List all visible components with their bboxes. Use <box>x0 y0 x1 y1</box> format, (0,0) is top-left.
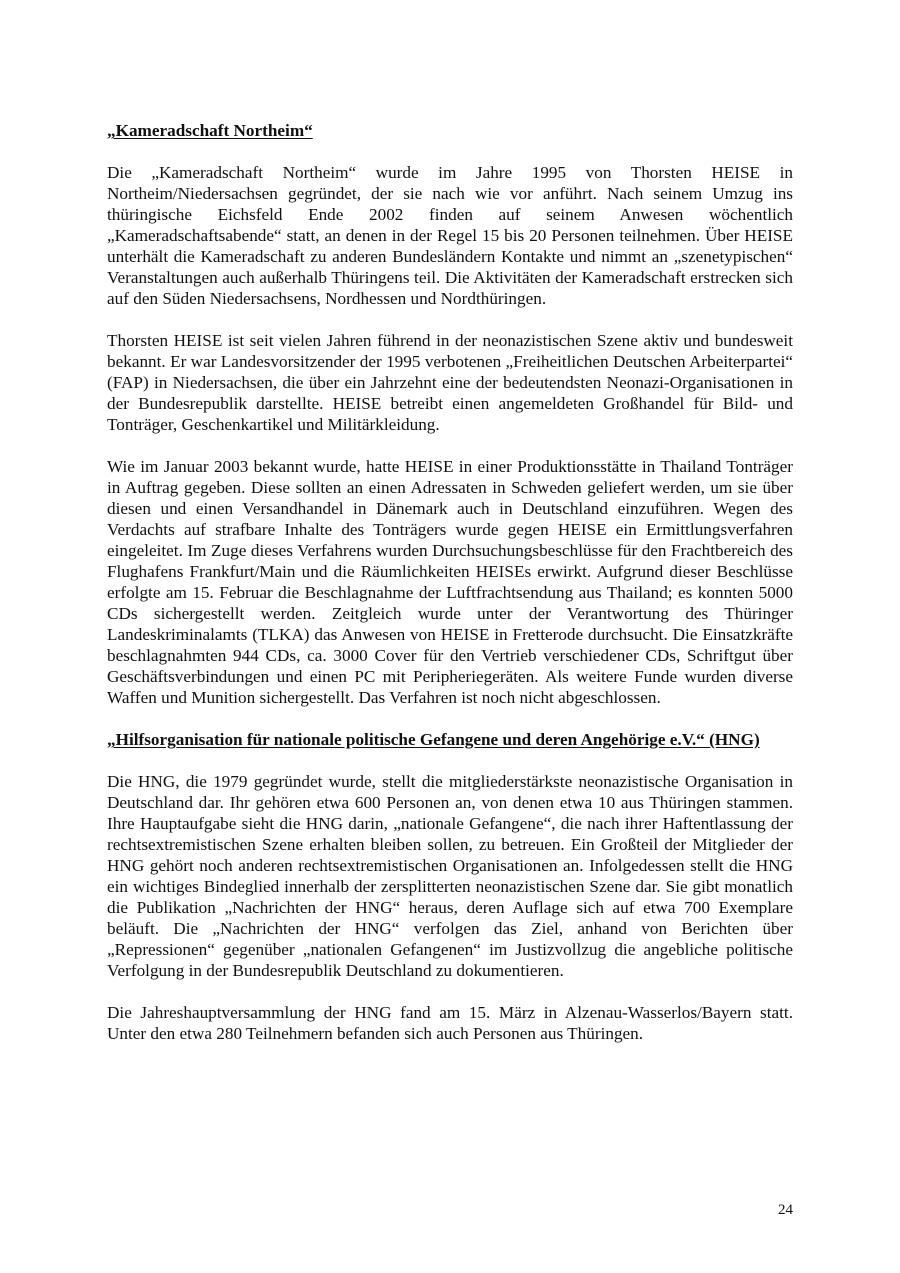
section-heading-kameradschaft-northeim: „Kameradschaft Northeim“ <box>107 121 313 140</box>
paragraph-kameradschaft-founding: Die „Kameradschaft Northeim“ wurde im Jahre 1995 von Thorsten HEISE in Northeim/Niedersachsen gegründet, der sie nach wie vor anführt. Nach seinem Umzug ins thüringische Eichsfeld Ende 2002 finden auf seinem Anwesen wöchentlich „Kameradschaftsabende“ statt, an denen in der Regel 15 bis 20 Personen teilnehmen. Über HEISE unterhält die Kameradschaft zu anderen Bundesländern Kontakte und nimmt an „szenetypischen“ Veranstaltungen auch außerhalb Thüringens teil. Die Aktivitäten der Kameradschaft erstrecken sich auf den Süden Niedersachsens, Nordhessen und Nordthüringen. <box>107 163 793 308</box>
paragraph-heise-profile: Thorsten HEISE ist seit vielen Jahren führend in der neonazistischen Szene aktiv und bundesweit bekannt. Er war Landesvorsitzender der 1995 verbotenen „Freiheitlichen Deutschen Arbeiterpartei“ (FAP) in Niedersachsen, die über ein Jahrzehnt eine der bedeutendsten Neonazi-Organisationen in der Bundesrepublik darstellte. HEISE betreibt einen angemeldeten Großhandel für Bild- und Tonträger, Geschenkartikel und Militärkleidung. <box>107 331 793 434</box>
paragraph-hng-description: Die HNG, die 1979 gegründet wurde, stellt die mitgliederstärkste neonazistische Organisation in Deutschland dar. Ihr gehören etwa 600 Personen an, von denen etwa 10 aus Thüringen stammen. Ihre Hauptaufgabe sieht die HNG darin, „nationale Gefangene“, die nach ihrer Haftentlassung der rechtsextremistischen Szene erhalten bleiben sollen, zu betreuen. Ein Großteil der Mitglieder der HNG gehört noch anderen rechtsextremistischen Organisationen an. Infolgedessen stellt die HNG ein wichtiges Bindeglied innerhalb der zersplitterten neonazistischen Szene dar. Sie gibt monatlich die Publikation „Nachrichten der HNG“ heraus, deren Auflage sich auf etwa 700 Exemplare beläuft. Die „Nachrichten der HNG“ verfolgen das Ziel, anhand von Berichten über „Repressionen“ gegenüber „nationalen Gefangenen“ im Justizvollzug die angebliche politische Verfolgung in der Bundesrepublik Deutschland zu dokumentieren. <box>107 772 793 980</box>
paragraph-hng-annual-meeting: Die Jahreshauptversammlung der HNG fand am 15. März in Alzenau-Wasserlos/Bayern statt. Unter den etwa 280 Teilnehmern befanden sich auch Personen aus Thüringen. <box>107 1003 793 1043</box>
paragraph-cd-investigation: Wie im Januar 2003 bekannt wurde, hatte HEISE in einer Produktionsstätte in Thailand Tonträger in Auftrag gegeben. Diese sollten an einen Adressaten in Schweden geliefert werden, um sie über diesen und einen Versandhandel in Dänemark auch in Deutschland einzuführen. Wegen des Verdachts auf strafbare Inhalte des Tonträgers wurde gegen HEISE ein Ermittlungsverfahren eingeleitet. Im Zuge dieses Verfahrens wurden Durchsuchungsbeschlüsse für den Frachtbereich des Flughafens Frankfurt/Main und die Räumlichkeiten HEISEs erwirkt. Aufgrund dieser Beschlüsse erfolgte am 15. Februar die Beschlagnahme der Luftfrachtsendung aus Thailand; es konnten 5000 CDs sichergestellt werden. Zeitgleich wurde unter der Verantwortung des Thüringer Landeskriminalamts (TLKA) das Anwesen von HEISE in Fretterode durchsucht. Die Einsatzkräfte beschlagnahmten 944 CDs, ca. 3000 Cover für den Vertrieb verschiedener CDs, Schriftgut über Geschäftsverbindungen und einen PC mit Peripheriegeräten. Als weitere Funde wurden diverse Waffen und Munition sichergestellt. Das Verfahren ist noch nicht abgeschlossen. <box>107 457 793 707</box>
document-page <box>107 120 793 1044</box>
section-heading-hng: „Hilfsorganisation für nationale politische Gefangene und deren Angehörige e.V.“ (HNG) <box>107 730 760 749</box>
page-number: 24 <box>778 1202 793 1218</box>
